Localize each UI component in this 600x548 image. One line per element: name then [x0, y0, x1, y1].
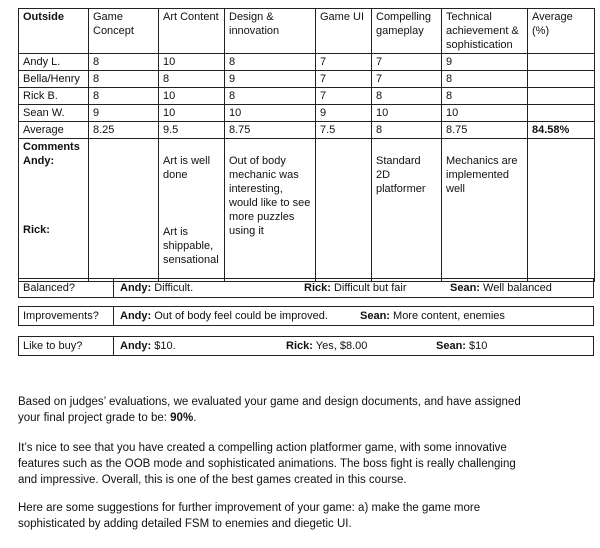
score-cell: 8 — [89, 54, 159, 71]
like-to-buy-table — [18, 336, 594, 356]
comment-cell — [528, 139, 595, 282]
balanced-rick: Rick: Difficult but fair — [304, 282, 407, 294]
balanced-andy: Andy: Difficult. — [120, 282, 194, 294]
improvements-andy: Andy: Out of body feel could be improved. — [120, 310, 328, 322]
header-row — [19, 9, 595, 54]
rick-label: Rick: — [23, 224, 50, 236]
improvements-table — [18, 306, 594, 326]
rick-art-comment: Art is shippable, sensational — [163, 226, 219, 266]
header-outside: Outside — [19, 9, 89, 54]
like-to-buy-values — [114, 337, 594, 356]
andy-tech-comment: Mechanics are implemented well — [446, 155, 518, 195]
score-cell: 8 — [89, 71, 159, 88]
average-cell: 8 — [372, 122, 442, 139]
score-cell: 10 — [159, 88, 225, 105]
andy-design-comment: Out of body mechanic was interesting, would like to see more puzzles using it — [229, 155, 311, 237]
score-cell: 10 — [372, 105, 442, 122]
balanced-label: Balanced? — [19, 279, 114, 298]
buy-sean: Sean: $10 — [436, 340, 488, 352]
andy-label: Andy: — [23, 155, 55, 167]
score-cell: 7 — [316, 54, 372, 71]
balanced-values — [114, 279, 594, 298]
comment-gameplay-cell — [372, 139, 442, 282]
judge-name: Sean W. — [19, 105, 89, 122]
score-cell: 9 — [442, 54, 528, 71]
comments-label-cell — [19, 139, 89, 282]
score-cell: 10 — [159, 105, 225, 122]
table-row — [19, 88, 595, 105]
comments-heading: Comments — [23, 141, 80, 153]
score-cell: 7 — [372, 71, 442, 88]
judge-name: Rick B. — [19, 88, 89, 105]
judge-name: Bella/Henry — [19, 71, 89, 88]
table-row — [19, 105, 595, 122]
header-design-innovation: Design & innovation — [225, 9, 316, 54]
feedback-paragraph: It’s nice to see that you have created a compelling action platformer game, with some innovative features such as the OOB mode and sophisticated animations. The boss fight is really challenging and impressive. Overall, this is one of the best games created in this course. — [18, 442, 516, 486]
average-cell: 9.5 — [159, 122, 225, 139]
score-cell: 8 — [442, 71, 528, 88]
overall-average-percent: 84.58% — [528, 122, 595, 139]
comment-cell — [316, 139, 372, 282]
average-cell: 8.25 — [89, 122, 159, 139]
balanced-sean: Sean: Well balanced — [450, 282, 552, 294]
header-game-ui: Game UI — [316, 9, 372, 54]
score-cell: 7 — [316, 71, 372, 88]
score-cell: 7 — [372, 54, 442, 71]
improvements-label: Improvements? — [19, 307, 114, 326]
improvements-sean: Sean: More content, enemies — [360, 310, 505, 322]
score-cell: 8 — [442, 88, 528, 105]
score-cell: 8 — [89, 88, 159, 105]
score-cell: 10 — [442, 105, 528, 122]
header-technical-achievement: Technical achievement & sophistication — [442, 9, 528, 54]
average-row — [19, 122, 595, 139]
improvements-values — [114, 307, 594, 326]
suggestions-paragraph: Here are some suggestions for further improvement of your game: a) make the game more sophisticated by adding detailed FSM to enemies and diegetic UI. — [18, 502, 481, 530]
score-cell: 8 — [225, 54, 316, 71]
buy-andy: Andy: $10. — [120, 340, 176, 352]
score-cell — [528, 71, 595, 88]
scores-table — [18, 8, 595, 282]
comment-art-cell — [159, 139, 225, 282]
average-cell: 8.75 — [225, 122, 316, 139]
comments-row — [19, 139, 595, 282]
header-compelling-gameplay: Compelling gameplay — [372, 9, 442, 54]
score-cell: 10 — [225, 105, 316, 122]
score-cell: 8 — [159, 71, 225, 88]
buy-rick: Rick: Yes, $8.00 — [286, 340, 368, 352]
grade-paragraph: Based on judges’ evaluations, we evaluated your game and design documents, and have assigned your final project grade to be: 90%. — [18, 396, 521, 424]
score-cell: 10 — [159, 54, 225, 71]
average-cell: 7.5 — [316, 122, 372, 139]
comment-design-cell — [225, 139, 316, 282]
like-to-buy-label: Like to buy? — [19, 337, 114, 356]
header-art-content: Art Content — [159, 9, 225, 54]
andy-art-comment: Art is well done — [163, 155, 211, 181]
score-cell: 9 — [89, 105, 159, 122]
comment-tech-cell — [442, 139, 528, 282]
score-cell: 7 — [316, 88, 372, 105]
average-label: Average — [19, 122, 89, 139]
final-grade: 90% — [170, 412, 194, 424]
andy-gameplay-comment: Standard 2D platformer — [376, 155, 426, 195]
balanced-table — [18, 278, 594, 298]
score-cell: 8 — [225, 88, 316, 105]
header-average-percent: Average (%) — [528, 9, 595, 54]
score-cell: 8 — [372, 88, 442, 105]
average-cell: 8.75 — [442, 122, 528, 139]
score-cell: 9 — [225, 71, 316, 88]
table-row — [19, 71, 595, 88]
score-cell — [528, 88, 595, 105]
score-cell: 9 — [316, 105, 372, 122]
judge-name: Andy L. — [19, 54, 89, 71]
table-row — [19, 54, 595, 71]
comment-cell — [89, 139, 159, 282]
score-cell — [528, 105, 595, 122]
score-cell — [528, 54, 595, 71]
header-game-concept: Game Concept — [89, 9, 159, 54]
